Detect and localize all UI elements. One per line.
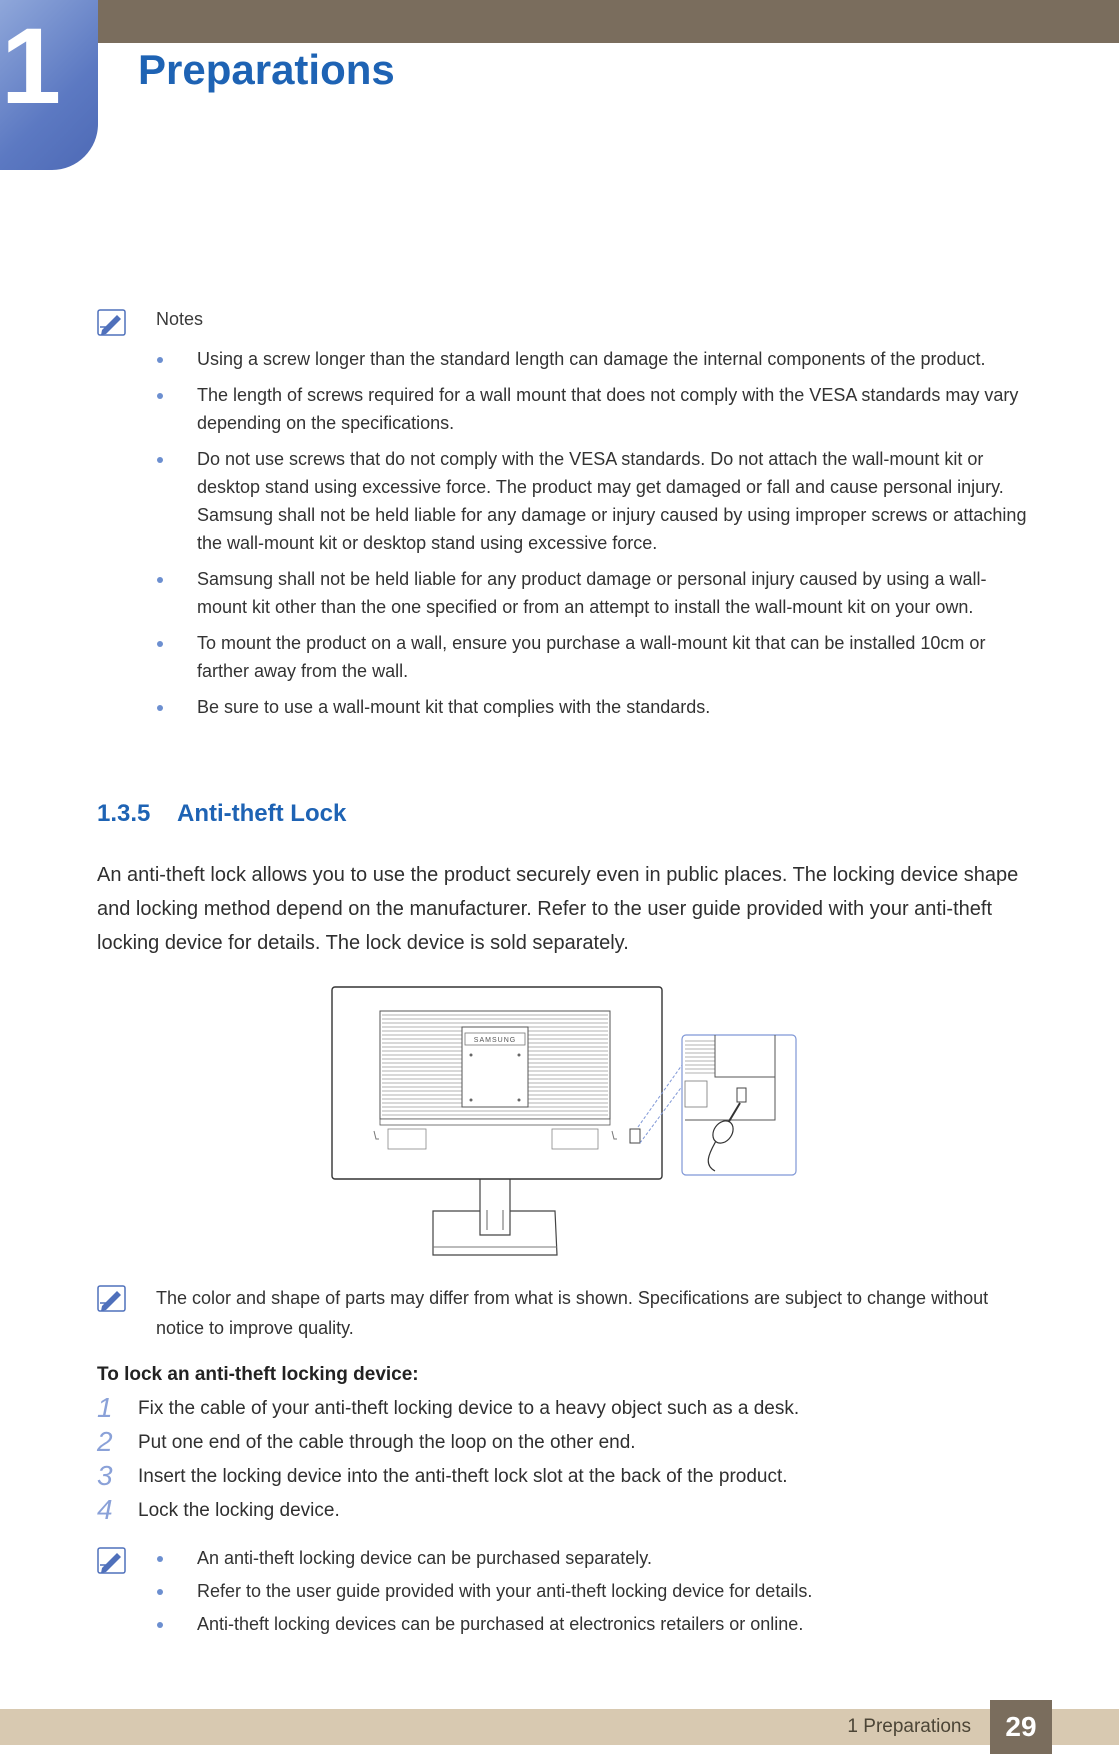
chapter-number: 1 [0, 5, 62, 126]
step-number: 4 [97, 1494, 113, 1525]
page-number: 29 [990, 1700, 1052, 1754]
step-number: 1 [97, 1392, 113, 1423]
list-item: To mount the product on a wall, ensure you purchase a wall-mount kit that can be installed 10cm or farther away from the wall. [156, 629, 1036, 685]
step-text: Fix the cable of your anti-theft locking device to a heavy object such as a desk. [138, 1398, 800, 1419]
header-bar [0, 0, 1119, 43]
step-item [97, 1426, 1037, 1463]
list-item: An anti-theft locking device can be purchased separately. [156, 1544, 1036, 1572]
steps-list [97, 1392, 1037, 1531]
list-item: Samsung shall not be held liable for any product damage or personal injury caused by using a wall-mount kit other than the one specified or from an attempt to install the wall-mount kit on your own. [156, 565, 1036, 621]
caption-note: The color and shape of parts may differ from what is shown. Specifications are subject to change without notice to improve quality. [156, 1288, 989, 1338]
list-item: Do not use screws that do not comply with the VESA standards. Do not attach the wall-mount kit or desktop stand using excessive force. The product may get damaged or fall and cause personal injury. Samsung shall not be held liable for any damage or injury caused by using improper screws or attaching the wall-mount kit or desktop stand using excessive force. [156, 445, 1036, 557]
chapter-title: Preparations [138, 46, 395, 93]
section-heading [97, 798, 346, 830]
step-text: Lock the locking device. [138, 1500, 340, 1521]
note-pencil-icon [97, 307, 127, 337]
step-text: Insert the locking device into the anti-theft lock slot at the back of the product. [138, 1466, 788, 1487]
lock-slot [630, 1129, 640, 1143]
notes-list [156, 345, 1036, 721]
list-item: Be sure to use a wall-mount kit that complies with the standards. [156, 693, 1036, 721]
step-text: Put one end of the cable through the loop on the other end. [138, 1432, 636, 1453]
step-number: 2 [97, 1426, 113, 1457]
section-paragraph: An anti-theft lock allows you to use the product securely even in public places. The locking device shape and locking method depend on the manufacturer. Refer to the user guide provided with your anti-theft locking device for details. The lock device is sold separately. [97, 864, 1019, 954]
section-title: Anti-theft Lock [177, 800, 347, 827]
note-pencil-icon [97, 1545, 127, 1575]
section-number: 1.3.5 [97, 800, 151, 827]
step-item [97, 1460, 1037, 1497]
brand-label: SAMSUNG [473, 1037, 517, 1044]
note-pencil-icon [97, 1283, 127, 1313]
list-item: Using a screw longer than the standard length can damage the internal components of the product. [156, 345, 1036, 373]
step-number: 3 [97, 1460, 113, 1491]
list-item: Refer to the user guide provided with your anti-theft locking device for details. [156, 1577, 1036, 1605]
step-item [97, 1392, 1037, 1429]
list-item: The length of screws required for a wall mount that does not comply with the VESA standards may vary depending on the specifications. [156, 381, 1036, 437]
steps-title: To lock an anti-theft locking device: [97, 1364, 419, 1385]
step-item [97, 1494, 1037, 1531]
chapter-tab [0, 0, 98, 170]
list-item: Anti-theft locking devices can be purchased at electronics retailers or online. [156, 1610, 1036, 1638]
footer-chapter-label: 1 Preparations [847, 1716, 971, 1737]
bottom-notes-list [156, 1544, 1036, 1643]
notes-title: Notes [156, 309, 204, 329]
monitor-back-illustration [330, 985, 800, 1257]
